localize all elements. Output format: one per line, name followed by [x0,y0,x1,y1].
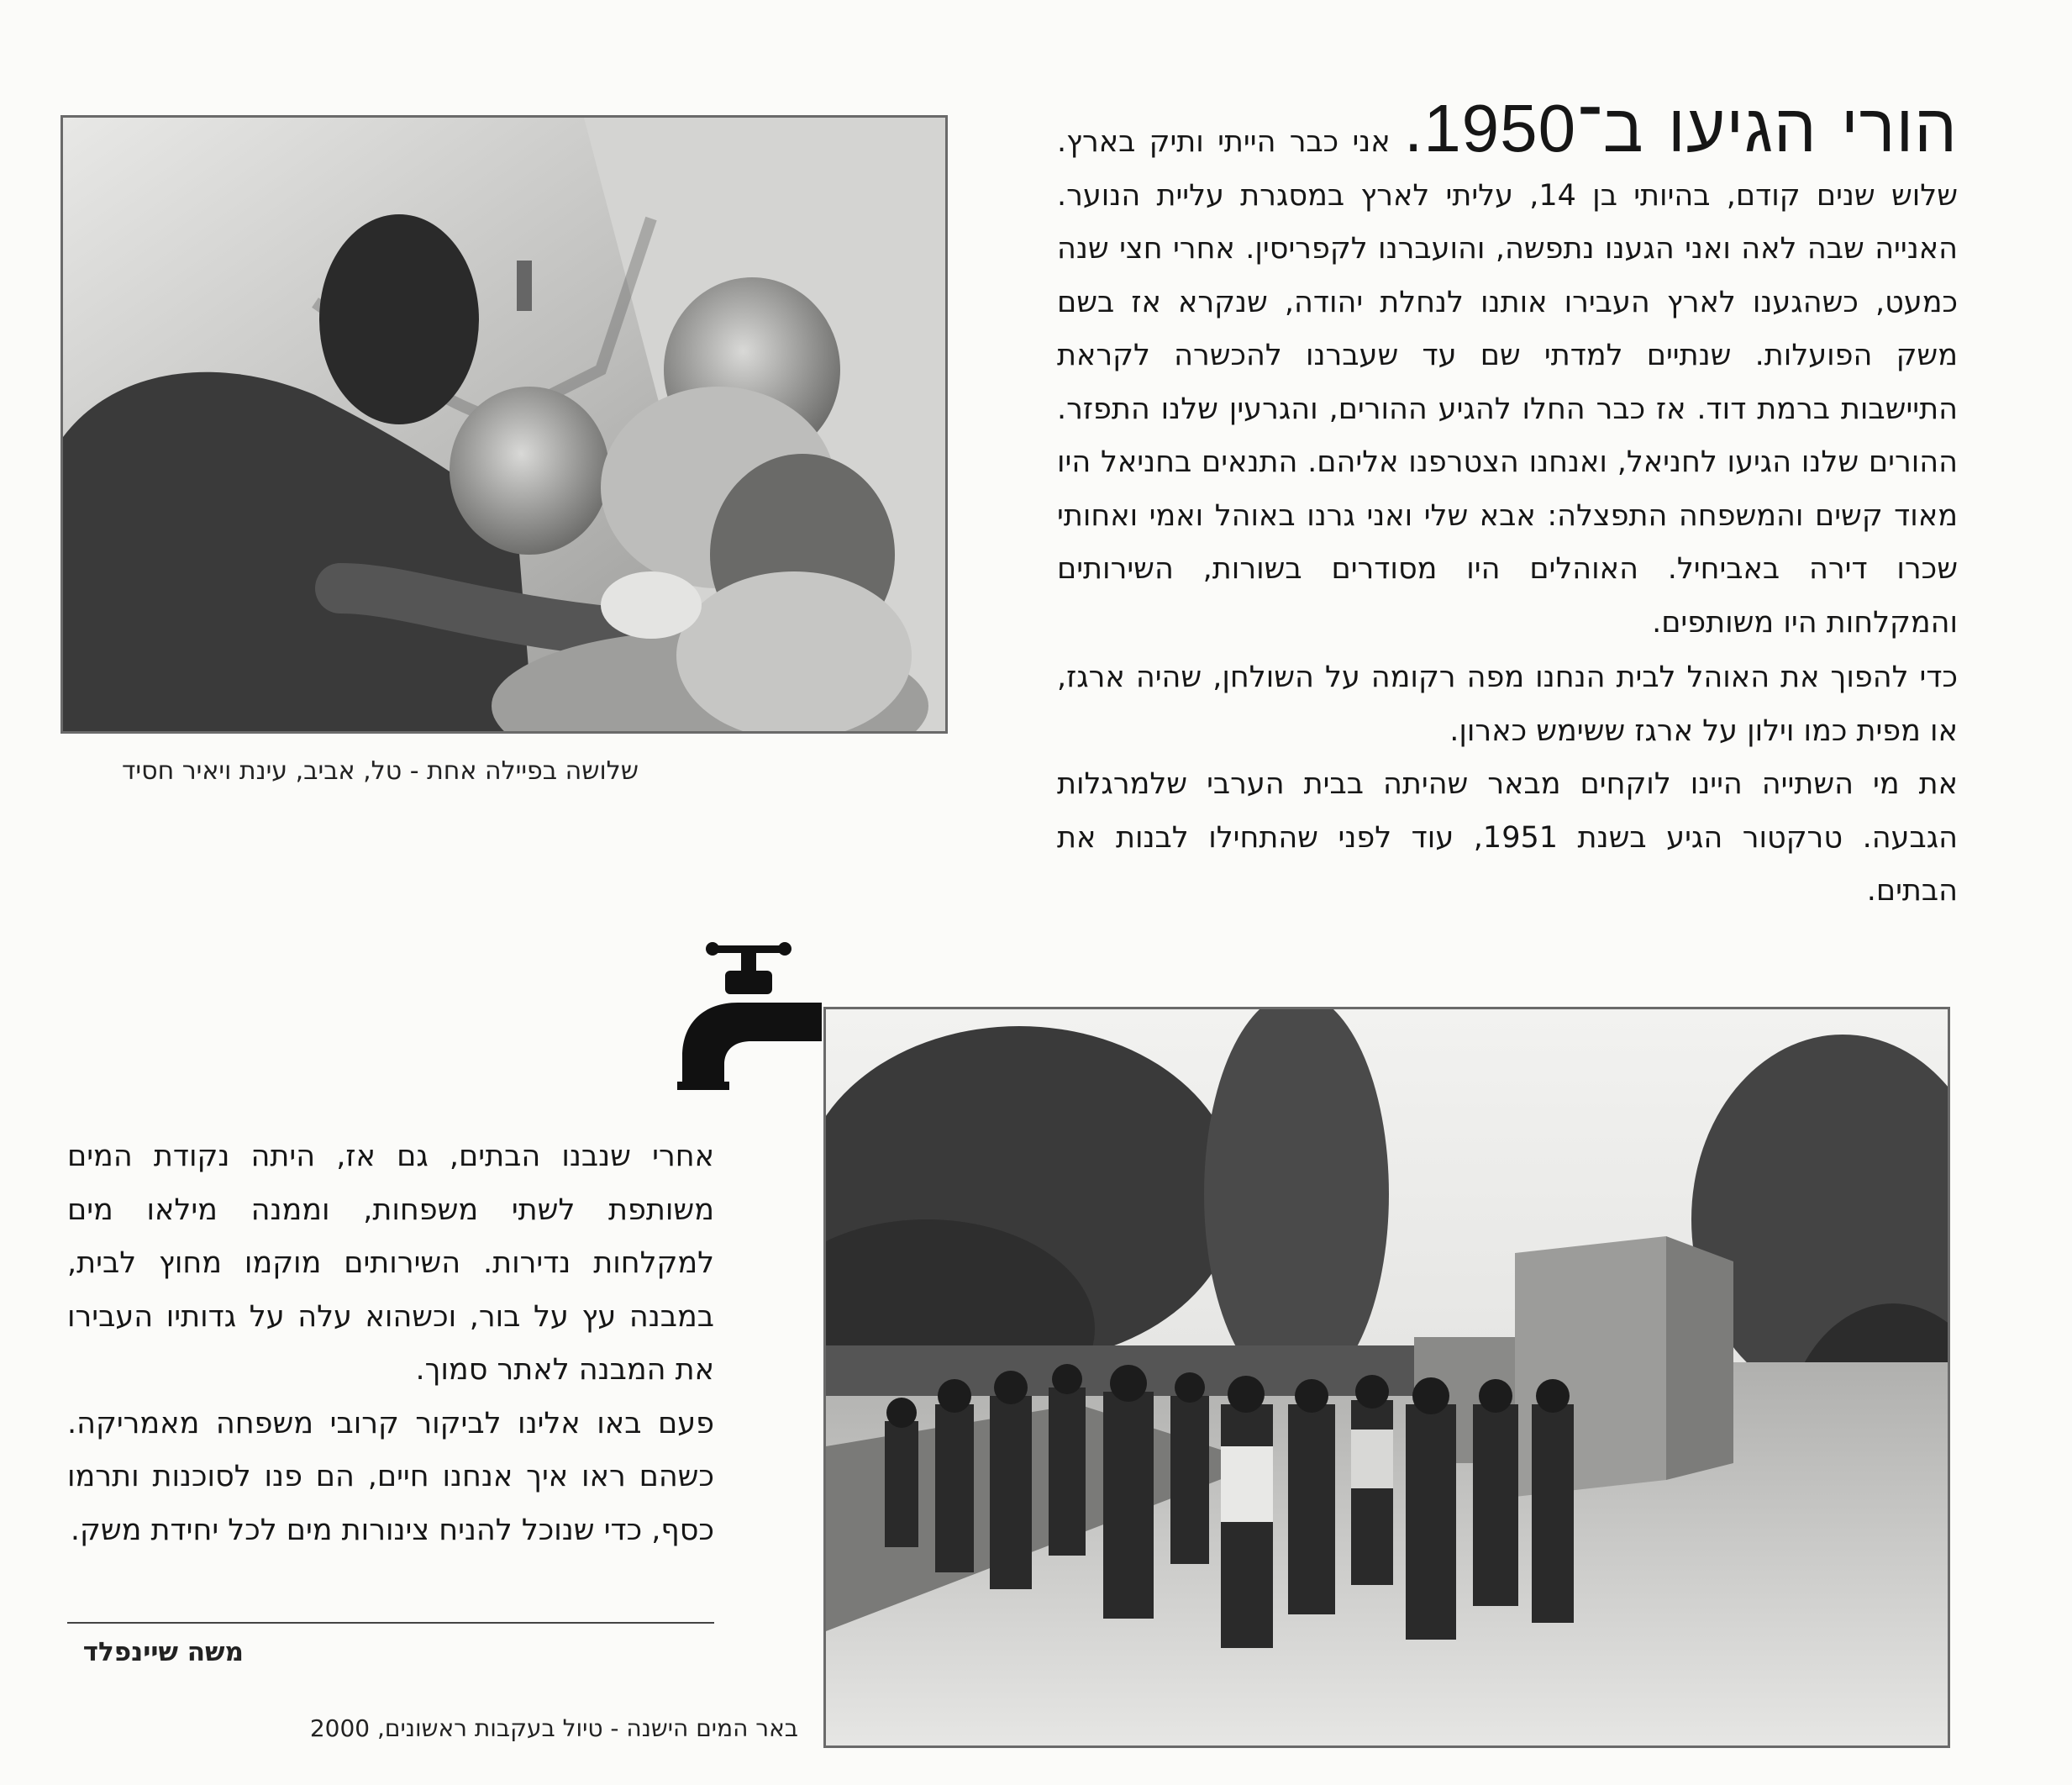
article-top-paragraph-3: את מי השתייה היינו לוקחים מבאר שהיתה בבית הערבי שלמרגלות הגבעה. טרקטור הגיע בשנת 1951, עוד לפני שהתחילו לבנות את הבתים. [1057,767,1958,908]
article-bottom-paragraph-2: פעם באו אלינו לביקור קרובי משפחה מאמריקה. כשהם ראו איך אנחנו חיים, הם פנו לסוכנות ותרמו כסף, כדי שנוכל להניח צינורות מים לכל יחידת משק. [67,1406,714,1547]
article-bottom-paragraph-1: אחרי שנבנו הבתים, גם אז, היתה נקודת המים משותפת לשתי משפחות, וממנה מילאו מים למקלחות נדירות. השירותים מוקמו מחוץ לבית, במבנה עץ על בור, וכשהוא עלה על גדותיו העבירו את המבנה לאתר סמוך. [67,1140,714,1387]
photo-top-caption: שלושה בפיילה אחת - טל, אביב, עינת ויאיר חסיד [122,756,639,786]
author-name: משה שיינפלד [82,1637,244,1667]
article-heading-lead: אני כבר הייתי ותיק בארץ. [1057,125,1391,159]
photo-bath-children-image [63,118,945,731]
photo-bottom-caption: באר המים הישנה - טיול בעקבות ראשונים, 2000 [309,1714,798,1742]
photo-old-well-image [826,1009,1948,1746]
author-divider [67,1622,714,1624]
photo-bath-children [60,115,948,734]
faucet-icon [671,939,822,1090]
article-top-paragraph-2: כדי להפוך את האוהל לבית הנחנו מפה רקומה על השולחן, שהיה ארגז, או מפית כמו וילון על ארגז ששימש כארון. [1057,661,1958,748]
article-top-intro [1057,91,1958,650]
photo-old-well [823,1007,1950,1748]
article-heading: הורי הגיעו ב־1950. [1403,91,1958,166]
article-bottom [67,1130,714,1557]
article-top-paragraph-1: שלוש שנים קודם, בהיותי בן 14, עליתי לארץ במסגרת עליית הנוער. האנייה שבה לאה ואני הגענו נתפשה, והועברנו לקפריסין. אחרי חצי שנה כמעט, כשהגענו לארץ העבירו אותנו לנחלת יהודה, שנקרא אז בשם משק הפועלות. שנתיים למדתי שם עד שעברנו להכשרה לקראת התיישבות ברמת דוד. אז כבר החלו להגיע ההורים, והגרעין שלנו התפזר. ההורים שלנו הגיעו לחניאל, ואנחנו הצטרפנו אליהם. התנאים בחניאל היו מאוד קשים והמשפחה התפצלה: אבא שלי ואני גרנו באוהל ואמי ואחותי שכרו דירה באביחיל. האוהלים היו מסודרים בשורות, השירותים והמקלחות היו משותפים. [1057,178,1958,640]
article-top [1057,91,1958,919]
